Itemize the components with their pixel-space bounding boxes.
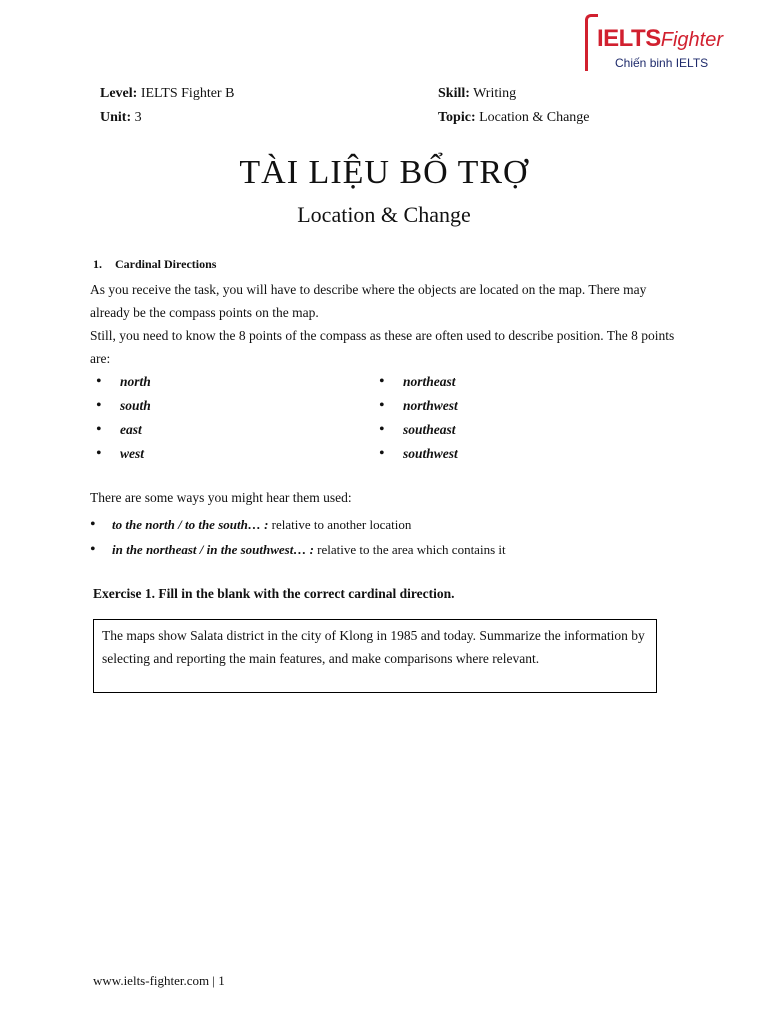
usage-desc: relative to the area which contains it [313,542,506,557]
ielts-fighter-logo [585,12,735,74]
meta-topic [438,110,590,126]
direction-northeast: northeast [403,374,456,389]
direction-south: south [120,398,151,413]
directions-list-left [90,370,151,466]
page-subtitle: Location & Change [297,202,471,227]
meta-unit [100,110,142,126]
direction-southeast: southeast [403,422,456,437]
meta-skill [438,86,516,102]
usage-desc: relative to another location [268,517,412,532]
section-heading [93,257,216,272]
list-item [373,442,458,466]
list-item [373,394,458,418]
task-text: The maps show Salata district in the city of Klong in 1985 and today. Summarize the information by selecting and reporting the main features, and make comparisons where relevant. [102,628,645,666]
exercise-title: Exercise 1. Fill in the blank with the correct cardinal direction. [93,586,455,601]
paragraph-2: Still, you need to know the 8 points of the compass as these are often used to describe position. The 8 points are: [90,328,675,366]
list-item [90,514,506,539]
logo-brand-italic: Fighter [660,29,723,51]
meta-skill-value: Writing [473,86,517,101]
logo-brand-bold: IELTS [597,25,661,52]
meta-topic-value: Location & Change [479,110,590,125]
direction-east: east [120,422,142,437]
list-item [90,418,151,442]
meta-level-label: Level: [100,86,138,101]
meta-unit-label: Unit: [100,110,132,125]
meta-skill-label: Skill: [438,86,470,101]
list-item [90,442,151,466]
meta-level-value: IELTS Fighter B [140,86,235,101]
section-title: Cardinal Directions [115,257,217,271]
direction-northwest: northwest [403,398,458,413]
page-title: TÀI LIỆU BỔ TRỢ [239,154,529,191]
usage-phrase: to the north / to the south… : [112,517,269,532]
paragraph-1: As you receive the task, you will have to describe where the objects are located on the map. There may already be the compass points on the map. [90,282,647,320]
usage-phrase: in the northeast / in the southwest… : [112,542,314,557]
directions-list-right [373,370,458,466]
direction-southwest: southwest [403,446,458,461]
meta-unit-value: 3 [134,110,142,125]
meta-topic-label: Topic: [438,110,476,125]
direction-north: north [120,374,151,389]
list-item [373,418,458,442]
list-item [90,370,151,394]
list-item [90,394,151,418]
list-item [373,370,458,394]
task-box [93,619,657,693]
section-body [90,278,680,370]
usage-list [90,514,506,564]
page-footer: www.ielts-fighter.com | 1 [93,973,225,988]
section-number: 1. [93,257,102,271]
list-item [90,539,506,564]
logo-wordmark [597,26,723,53]
direction-west: west [120,446,145,461]
meta-level [100,86,234,102]
usage-intro: There are some ways you might hear them used: [90,490,352,505]
logo-tagline: Chiến binh IELTS [615,56,709,70]
